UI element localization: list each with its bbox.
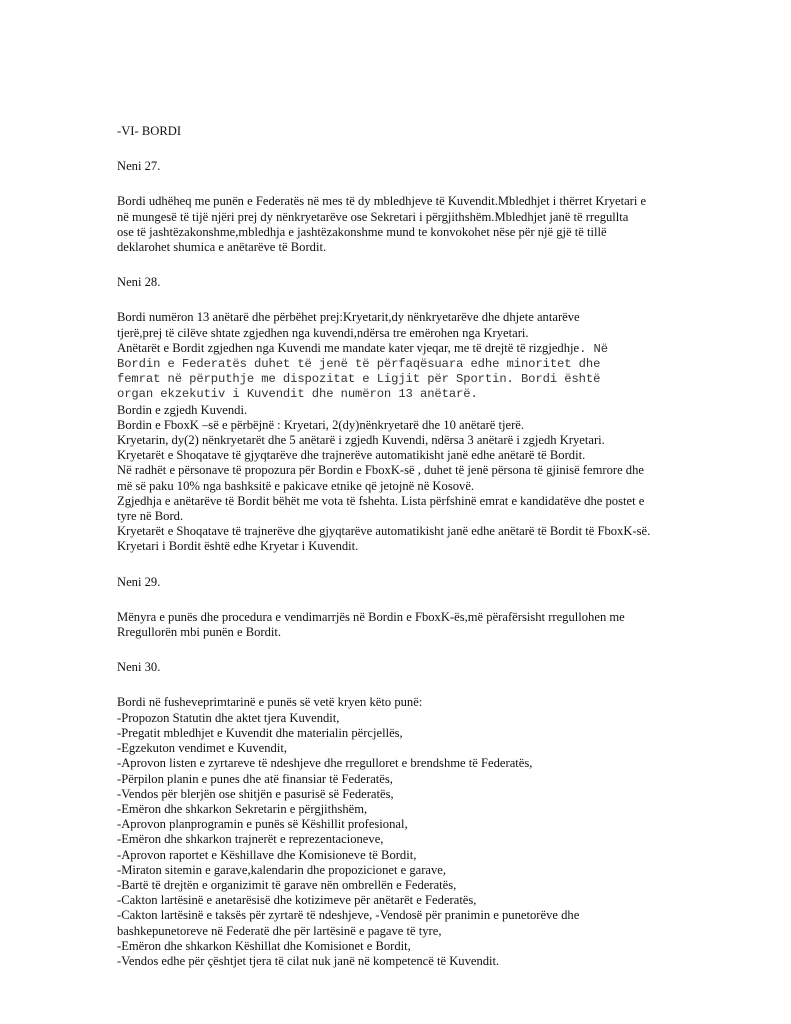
article-28-body [117,310,677,554]
article-27-line: në mungesë të tijë njëri prej dy nënkryetarëve ose Sekretari i përgjithshëm.Mbledhjet janë të rregullta [117,209,629,224]
article-28-serif-fragment: Anëtarët e Bordit zgjedhen nga Kuvendi me mandate kater vjeqar, me të drejtë të rizgjedhje [117,340,580,355]
document-page [117,124,677,969]
article-27-line: ose të jashtëzakonshme,mbledhja e jashtëzakonshme mund te konvokohet nëse për një gjë të tillë [117,224,607,239]
article-30-line: -Propozon Statutin dhe aktet tjera Kuvendit, [117,710,340,725]
article-30-body [117,695,677,969]
article-29-body [117,610,677,640]
article-28-mixed-line [117,341,677,357]
article-28-line: Kryetarët e Shoqatave të gjyqtarëve dhe trajnerëve automatikisht janë edhe anëtarë të Bordit. [117,448,586,463]
article-30-line: -Bartë të drejtën e organizimit të garave nën ombrellën e Federatës, [117,877,457,892]
article-28-line: Bordin e zgjedh Kuvendi. [117,402,248,417]
article-30-line: -Aprovon listen e zyrtareve të ndeshjeve dhe rregulloret e brendshme të Federatës, [117,756,533,771]
article-27-title: Neni 27. [117,159,161,174]
article-30-line: -Emëron dhe shkarkon trajnerët e reprezentacioneve, [117,832,384,847]
article-30-line: Bordi në fusheveprimtarinë e punës së vetë kryen këto punë: [117,695,423,710]
article-30-line: -Egzekuton vendimet e Kuvendit, [117,741,287,756]
article-28-mono-line: organ ekzekutiv i Kuvendit dhe numëron 13 anëtarë. [117,387,478,402]
article-30-line: -Përpilon planin e punes dhe atë finansiar të Federatës, [117,771,393,786]
article-29-title: Neni 29. [117,574,161,589]
article-28-line: tjerë,prej të cilëve shtate zgjedhen nga kuvendi,ndërsa tre emërohen nga Kryetari. [117,325,529,340]
article-27-line: Bordi udhëheq me punën e Federatës në mes të dy mbledhjeve të Kuvendit.Mbledhjet i thërret Kryetari e [117,194,647,209]
article-30-line: -Emëron dhe shkarkon Sekretarin e përgjithshëm, [117,801,368,816]
article-28-line: Kryetarin, dy(2) nënkryetarët dhe 5 anëtarë i zgjedh Kuvendi, ndërsa 3 anëtarë i zgjedh Kryetari. [117,433,605,448]
article-30-line: -Emëron dhe shkarkon Këshillat dhe Komisionet e Bordit, [117,938,411,953]
article-28-line: Kryetari i Bordit është edhe Kryetar i Kuvendit. [117,539,359,554]
article-30-line: -Aprovon planprogramin e punës së Këshillit profesional, [117,817,408,832]
article-29-line: Mënyra e punës dhe procedura e vendimarrjës në Bordin e FboxK-ës,më përafërsisht rregullohen me [117,609,625,624]
article-30-line: -Pregatit mbledhjet e Kuvendit dhe materialin përcjellës, [117,725,403,740]
article-29-line: Rregullorën mbi punën e Bordit. [117,625,282,640]
article-28-line: Zgjedhja e anëtarëve të Bordit bëhët me vota të fshehta. Lista përfshinë emrat e kandidatëve dhe postet e [117,493,645,508]
article-28-title: Neni 28. [117,275,161,290]
article-30-line: -Cakton lartësinë e anetarësisë dhe kotizimeve për anëtarët e Federatës, [117,893,477,908]
section-title: -VI- BORDI [117,124,182,138]
article-27-body [117,194,677,255]
article-28-line: Kryetarët e Shoqatave të trajnerëve dhe gjyqtarëve automatikisht janë edhe anëtarë të Bordit të FboxK-së. [117,524,651,539]
article-30-line: -Cakton lartësinë e taksës për zyrtarë të ndeshjeve, -Vendosë për pranimin e punetorëve dhe [117,908,580,923]
article-28-line: më së paku 10% nga bashksitë e pakicave etnike që jetojnë në Kosovë. [117,478,475,493]
article-28-mono-line: Bordin e Federatës duhet të jenë të përfaqësuara edhe minoritet dhe [117,357,601,372]
article-28-mono-line: femrat në përputhje me dispozitat e Ligjit për Sportin. Bordi është [117,372,601,387]
article-28-line: tyre në Bord. [117,509,184,524]
article-30-title: Neni 30. [117,660,161,675]
article-30-line: -Vendos edhe për çështjet tjera të cilat nuk janë në kompetencë të Kuvendit. [117,953,500,968]
article-28-line: Bordin e FboxK –së e përbëjnë : Kryetari, 2(dy)nënkryetarë dhe 10 anëtarë tjerë. [117,417,525,432]
article-28-line: Në radhët e përsonave të propozura për Bordin e FboxK-së , duhet të jenë përsona të gjinisë femrore dhe [117,463,644,478]
article-28-line: Bordi numëron 13 anëtarë dhe përbëhet prej:Kryetarit,dy nënkryetarëve dhe dhjete antarëve [117,310,580,325]
article-27-line: deklarohet shumica e anëtarëve të Bordit. [117,240,327,255]
article-30-line: -Vendos për blerjën ose shitjën e pasurisë së Federatës, [117,786,394,801]
article-30-line: -Miraton sitemin e garave,kalendarin dhe propozicionet e garave, [117,862,447,877]
article-30-line: -Aprovon raportet e Këshillave dhe Komisioneve të Bordit, [117,847,417,862]
article-30-line: bashkepunetoreve në Federatë dhe për lartësinë e pagave të tyre, [117,923,442,938]
article-28-mono-fragment: . Në [579,341,608,356]
